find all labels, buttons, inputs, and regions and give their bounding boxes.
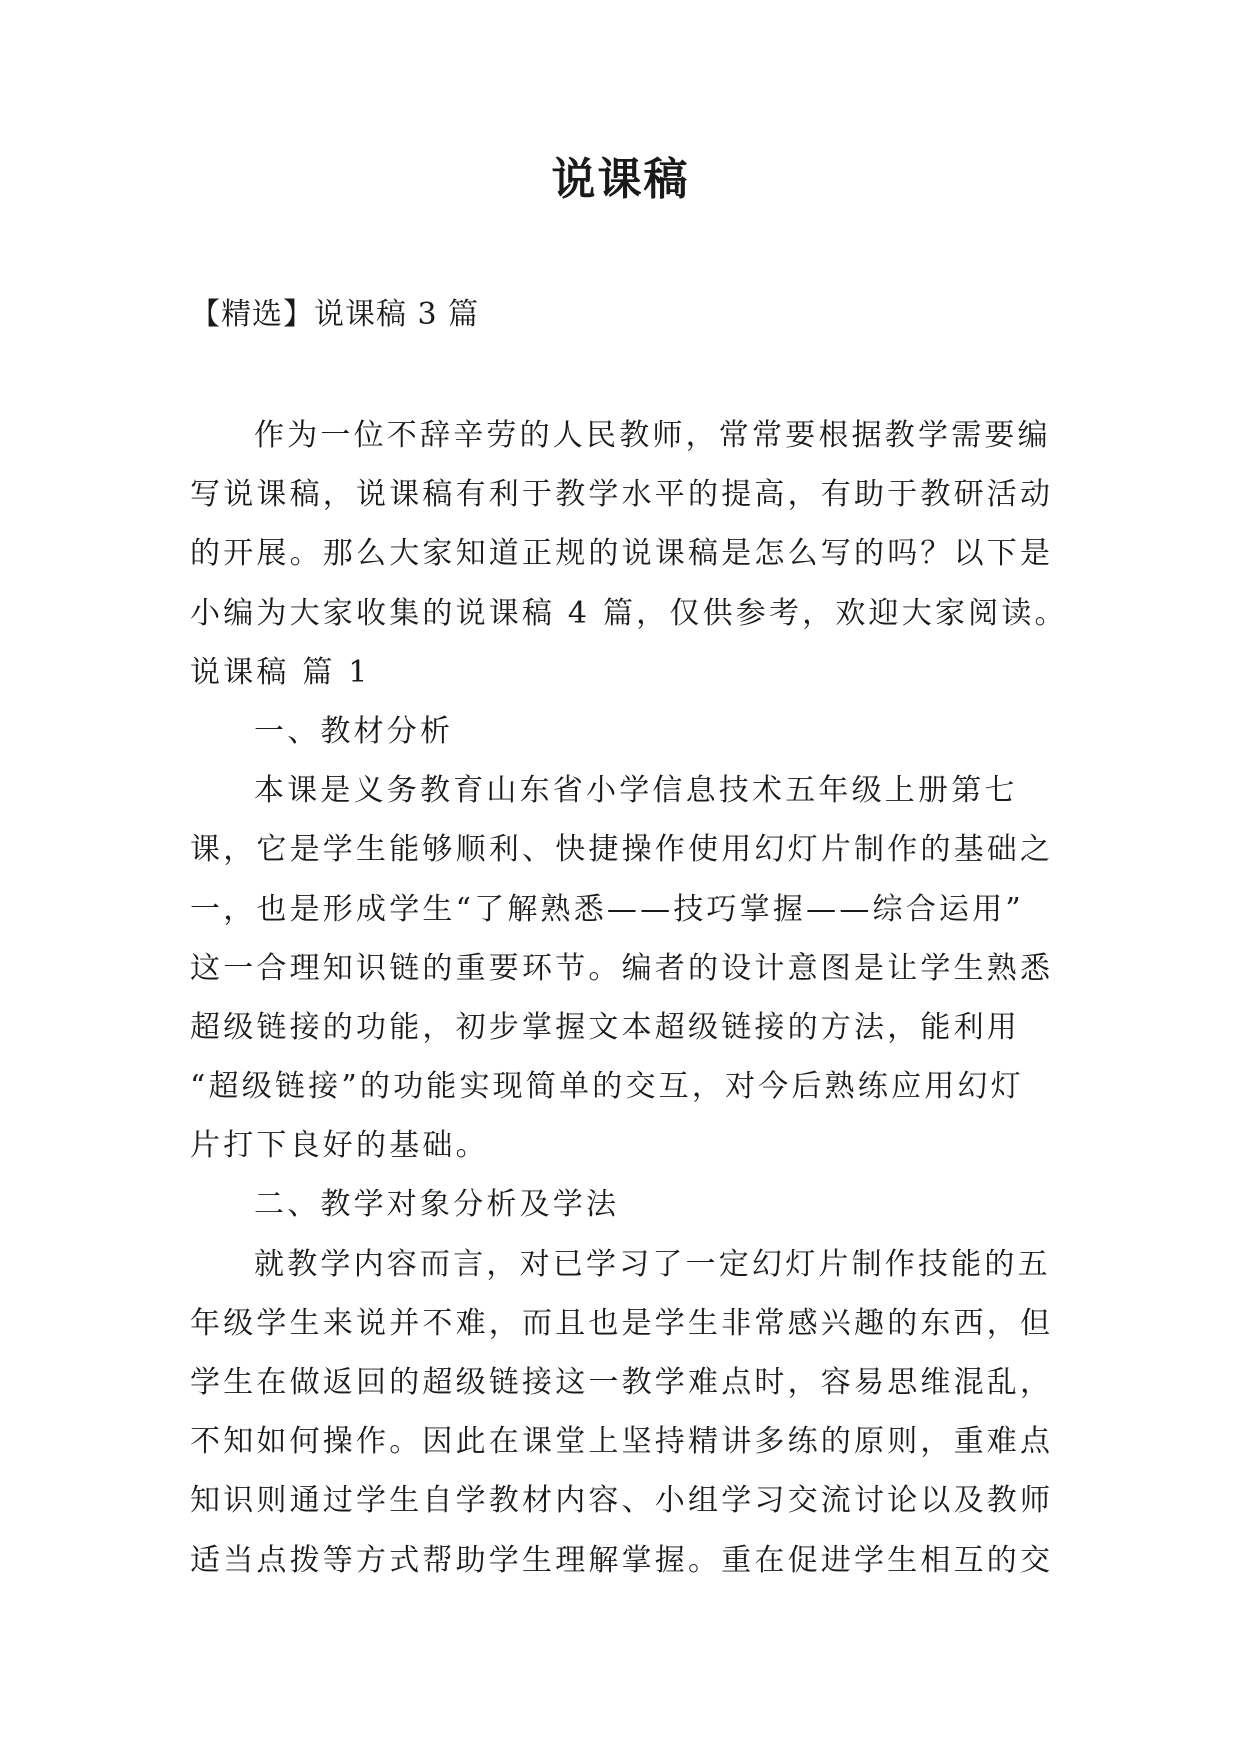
paragraph-line: 年级学生来说并不难，而且也是学生非常感兴趣的东西，但	[190, 1305, 1054, 1341]
paragraph-line: 超级链接的功能，初步掌握文本超级链接的方法，能利用	[190, 1009, 1020, 1045]
paragraph-line: 一，也是形成学生“了解熟悉——技巧掌握——综合运用”	[190, 891, 1024, 927]
section-heading: 说课稿 篇 1	[190, 654, 371, 690]
document-title: 说课稿	[551, 154, 690, 205]
section-subheading: 一、教材分析	[254, 713, 454, 749]
paragraph-line: 的开展。那么大家知道正规的说课稿是怎么写的吗？以下是	[190, 536, 1054, 572]
document-subtitle: 【精选】说课稿 3 篇	[190, 297, 480, 332]
paragraph-line: 作为一位不辞辛劳的人民教师，常常要根据教学需要编	[254, 418, 1051, 453]
paragraph-line: 不知如何操作。因此在课堂上坚持精讲多练的原则，重难点	[190, 1424, 1054, 1460]
paragraph-line: 知识则通过学生自学教材内容、小组学习交流讨论以及教师	[190, 1483, 1054, 1519]
paragraph-line: 小编为大家收集的说课稿 4 篇，仅供参考，欢迎大家阅读。	[190, 595, 1068, 631]
paragraph-line: 写说课稿，说课稿有利于教学水平的提高，有助于教研活动	[190, 477, 1054, 513]
paragraph-line: 就教学内容而言，对已学习了一定幻灯片制作技能的五	[254, 1246, 1051, 1282]
section-subheading: 二、教学对象分析及学法	[254, 1187, 620, 1223]
document-body	[190, 406, 1068, 1590]
paragraph-line: 适当点拨等方式帮助学生理解掌握。重在促进学生相互的交	[190, 1542, 1054, 1578]
paragraph-line: 本课是义务教育山东省小学信息技术五年级上册第七	[254, 773, 1018, 809]
paragraph-line: 片打下良好的基础。	[190, 1128, 489, 1164]
paragraph-line: 课，它是学生能够顺利、快捷操作使用幻灯片制作的基础之	[190, 832, 1054, 868]
paragraph-line: 学生在做返回的超级链接这一教学难点时，容易思维混乱，	[190, 1365, 1054, 1400]
paragraph-line: “超级链接”的功能实现简单的交互，对今后熟练应用幻灯	[190, 1069, 1024, 1105]
paragraph-line: 这一合理知识链的重要环节。编者的设计意图是让学生熟悉	[190, 950, 1054, 986]
